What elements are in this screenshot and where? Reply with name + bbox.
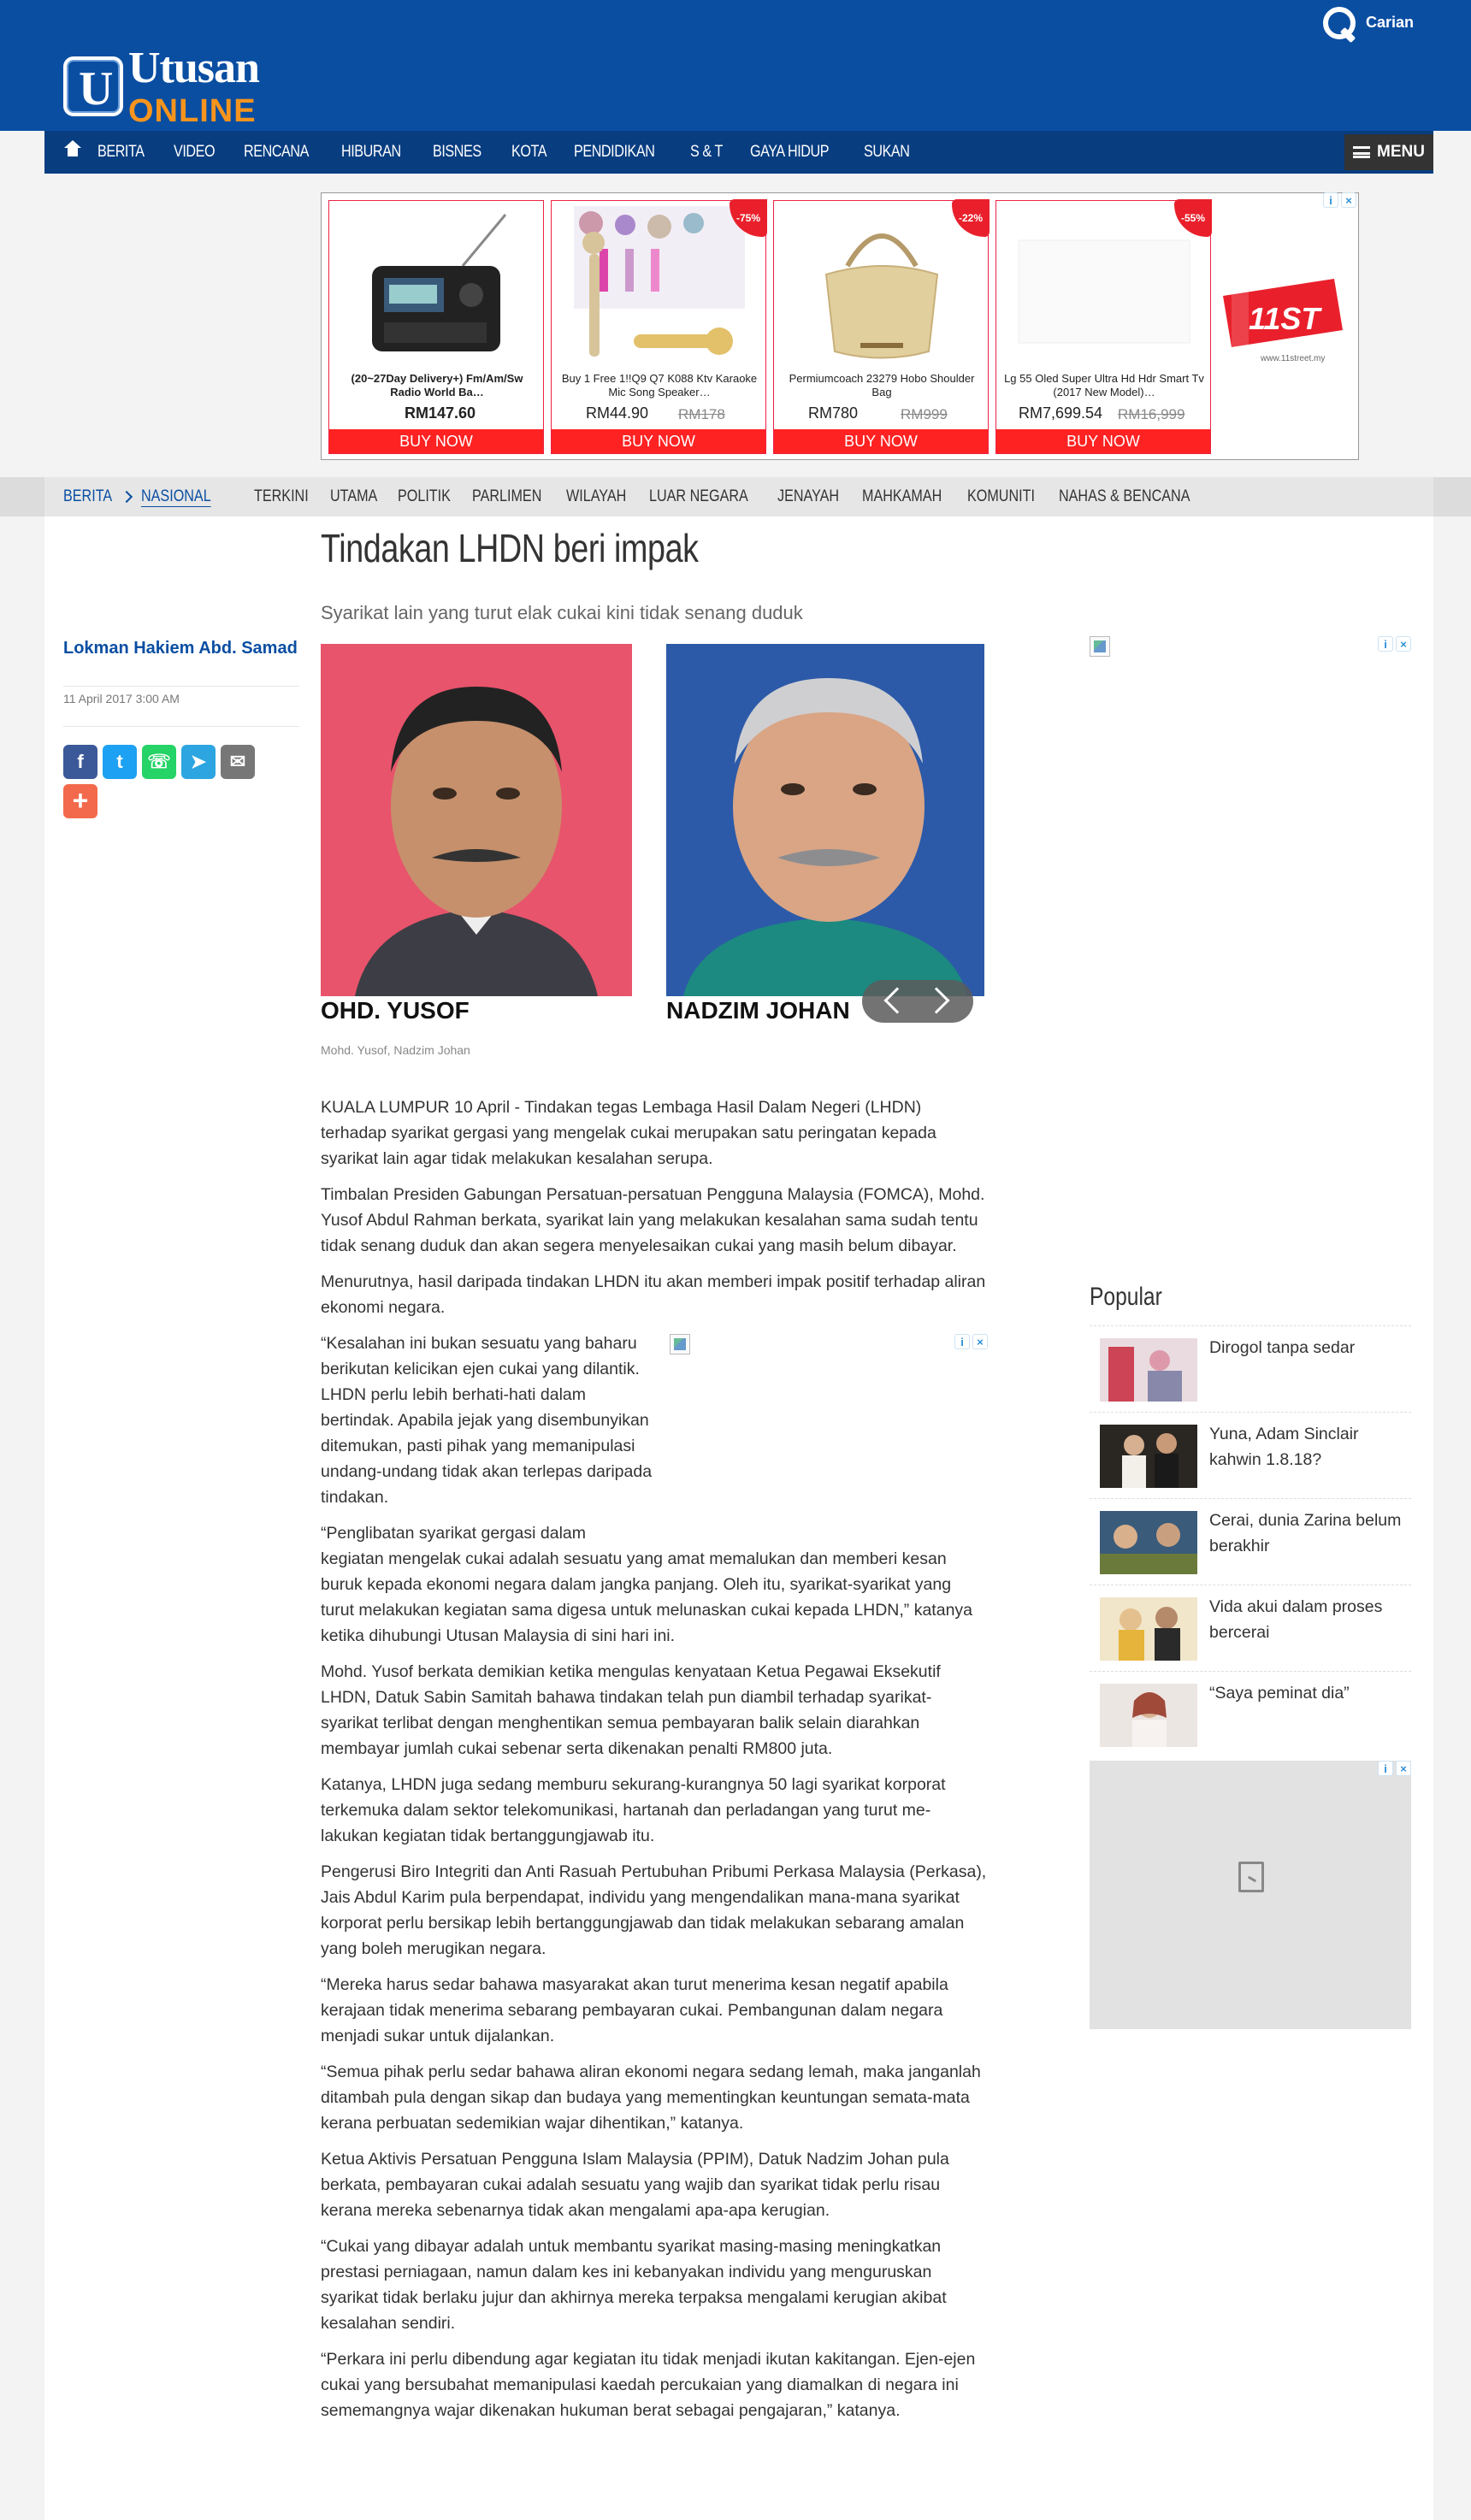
popular-item[interactable] — [1090, 1585, 1411, 1671]
article-paragraph: “Semua pihak perlu sedar bahawa aliran ekonomi negara sedang lemah, maka janganlah ditambah pula dengan sikap dan budaya yang mementingkan keuntungan semata-mata kerana perbuatan sedemikian wajar dihentikan,” katanya. — [321, 2063, 981, 2133]
popular-item[interactable] — [1090, 1671, 1411, 1757]
popular-thumbnail — [1100, 1597, 1197, 1661]
ad-product-price: RM44.90 — [586, 404, 649, 422]
article-paragraph: KUALA LUMPUR 10 April - Tindakan tegas Lembaga Hasil Dalam Negeri (LHDN) terhadap syarikat gergasi yang mengelak cukai merupakan satu peringatan kepada syarikat lain agar tidak melakukan kesalahan serupa. — [321, 1098, 936, 1168]
photo-nadzim-johan[interactable] — [666, 644, 984, 996]
nav-item-sains-teknologi[interactable]: S & T — [690, 143, 724, 161]
twitter-share-icon[interactable]: t — [103, 745, 137, 779]
article-paragraph: “Perkara ini perlu dibendung agar kegiatan itu tidak menjadi ikutan kakitangan. Ejen-ejen cukai yang bersubahat memanipulasi kaedah percukaian yang diamalkan di negara ini sememangnya wajar dikenakan hukuman berat sebagai pengajaran,” katanya. — [321, 2350, 976, 2420]
karaoke-mic-product-image — [557, 206, 760, 369]
popular-item-title[interactable]: “Saya peminat dia” — [1209, 1684, 1350, 1703]
sidebar-ad-placeholder[interactable] — [1090, 1761, 1411, 2029]
nav-item-sukan[interactable]: SUKAN — [864, 143, 910, 161]
broken-image-icon — [670, 1334, 690, 1354]
ad-product-card[interactable] — [995, 200, 1211, 454]
ad-close-icon[interactable]: × — [1396, 636, 1411, 652]
menu-button[interactable] — [1344, 134, 1433, 170]
article-subtitle: Syarikat lain yang turut elak cukai kini tidak senang duduk — [321, 602, 803, 623]
ad-choices[interactable] — [1368, 1761, 1411, 1778]
popular-thumbnail — [1100, 1338, 1197, 1402]
article-paragraph: “Mereka harus sedar bahawa masyarakat akan turut menerima kesan negatif apabila kerajaan tidak menerima sebarang pembayaran cukai. Pembangunan dalam negara menjadi sukar untuk dijalankan. — [321, 1975, 948, 2045]
photo-label-2: NADZIM JOHAN — [666, 997, 850, 1024]
ad-product-card[interactable] — [328, 200, 544, 454]
ad-info-icon[interactable]: i — [954, 1334, 970, 1349]
ad-info-icon[interactable]: i — [1323, 192, 1338, 208]
divider — [63, 686, 299, 687]
logo-text-utusan: Utusan — [128, 44, 259, 92]
inline-ad-slot[interactable] — [670, 1334, 988, 1524]
article-title: Tindakan LHDN beri impak — [321, 526, 699, 570]
main-nav — [44, 131, 1433, 174]
ad-product-old-price: RM178 — [678, 406, 725, 422]
popular-thumbnail — [1100, 1425, 1197, 1488]
top-ad-banner[interactable] — [321, 192, 1359, 460]
search-icon — [1321, 5, 1356, 39]
email-share-icon[interactable]: ✉ — [221, 745, 255, 779]
site-header — [0, 0, 1471, 131]
article-author[interactable]: Lokman Hakiem Abd. Samad — [63, 639, 298, 658]
article-paragraph: “Kesalahan ini bukan sesuatu yang baharu berikutan kelicikan ejen cukai yang dilantik. LHDN perlu lebih berhati-hati dalam bertindak. Apabila jejak yang disembunyikan ditemukan, pasti pihak yang memanipulasi undang-undang tidak akan terlepas daripada tindakan. — [321, 1334, 653, 1507]
popular-item[interactable] — [1090, 1325, 1411, 1412]
content-panel — [44, 516, 1433, 2520]
photo-mohd-yusof[interactable] — [321, 644, 632, 996]
ad-choices[interactable] — [1368, 636, 1411, 653]
site-logo[interactable] — [63, 44, 259, 129]
article-paragraph: Katanya, LHDN juga sedang memburu sekurang-kurangnya 50 lagi syarikat korporat terkemuka dalam sektor telekomunikasi, hartanah dan perladangan yang turut me-lakukan kegiatan tidak bertanggungjawab itu. — [321, 1775, 946, 1845]
article-body — [321, 1095, 988, 2434]
subnav-item-parlimen[interactable]: PARLIMEN — [472, 487, 542, 505]
nav-item-hiburan[interactable]: HIBURAN — [341, 143, 401, 161]
buy-now-button[interactable]: BUY NOW — [996, 429, 1210, 453]
chevron-right-icon[interactable] — [923, 987, 949, 1013]
subnav-item-komuniti[interactable]: KOMUNITI — [967, 487, 1036, 505]
article-date: 11 April 2017 3:00 AM — [63, 692, 180, 705]
ad-choices[interactable] — [1314, 192, 1356, 210]
article-paragraph: “Penglibatan syarikat gergasi dalam kegiatan mengelak cukai adalah sesuatu yang amat memalukan dan memberi kesan buruk kepada ekonomi negara dalam jangka panjang. Oleh itu, syarikat-syarikat yang turut melakukan kegiatan sama digesa untuk melunaskan cukai kepada LHDN,” katanya ketika dihubungi Utusan Malaysia di sini hari ini. — [321, 1524, 973, 1645]
broken-image-icon — [1090, 636, 1110, 657]
discount-badge: -75% — [730, 199, 767, 237]
ad-product-old-price: RM999 — [901, 406, 948, 422]
missing-content-icon — [1238, 1862, 1264, 1892]
home-icon[interactable] — [65, 145, 80, 159]
article-paragraph: “Cukai yang dibayar adalah untuk membantu syarikat masing-masing meningkatkan prestasi perniagaan, namun dalam kes ini kebanyakan individu yang menguruskan syarikat tidak berlaku jujur dan akhirnya mereka terpaksa mengalami kerugian akibat kesalahan sendiri. — [321, 2237, 947, 2333]
11street-logo[interactable] — [1214, 279, 1343, 373]
section-nav — [0, 477, 1471, 516]
ad-close-icon[interactable]: × — [1396, 1761, 1411, 1776]
article-paragraph: Ketua Aktivis Persatuan Pengguna Islam Malaysia (PPIM), Datuk Nadzim Johan pula berkata, pembayaran cukai adalah sesuatu yang wajib dan syarikat tidak perlu risau kerana mereka sebenarnya tidak akan mengalami apa-apa kerugian. — [321, 2150, 949, 2220]
breadcrumb-nasional[interactable]: NASIONAL — [141, 487, 211, 505]
hamburger-icon — [1353, 146, 1370, 158]
nav-item-pendidikan[interactable]: PENDIDIKAN — [574, 143, 655, 161]
portrait-image — [321, 644, 632, 996]
ad-info-icon[interactable]: i — [1378, 636, 1393, 652]
sidebar-ad-slot[interactable] — [1090, 636, 1411, 657]
subnav-item-wilayah[interactable]: WILAYAH — [565, 487, 627, 505]
subnav-item-jenayah[interactable]: JENAYAH — [777, 487, 839, 505]
ad-product-card[interactable] — [773, 200, 989, 454]
facebook-share-icon[interactable]: f — [63, 745, 97, 779]
article-paragraph: Timbalan Presiden Gabungan Persatuan-persatuan Pengguna Malaysia (FOMCA), Mohd. Yusof Abdul Rahman berkata, syarikat lain yang melakukan kesalahan sama sudah tentu tidak senang duduk dan akan segera menyelesaikan cukai yang masih belum dibayar. — [321, 1185, 985, 1255]
radio-product-image — [334, 206, 538, 369]
more-share-icon[interactable]: + — [63, 784, 97, 818]
popular-thumbnail — [1100, 1684, 1197, 1747]
divider — [63, 726, 299, 727]
photo-label-1: OHD. YUSOF — [321, 997, 470, 1024]
ad-product-card[interactable] — [551, 200, 766, 454]
ad-close-icon[interactable]: × — [972, 1334, 988, 1349]
portrait-image — [666, 644, 984, 996]
popular-thumbnail — [1100, 1511, 1197, 1574]
11street-url: www.11street.my — [1261, 354, 1326, 363]
subnav-item-mahkamah[interactable]: MAHKAMAH — [861, 487, 942, 505]
popular-item-title[interactable]: Dirogol tanpa sedar — [1209, 1338, 1356, 1357]
ad-product-name: Buy 1 Free 1!!Q9 Q7 K088 Ktv Karaoke Mic Song Speaker… — [561, 372, 758, 398]
popular-item[interactable] — [1090, 1412, 1411, 1498]
ad-product-name: Lg 55 Oled Super Ultra Hd Hdr Smart Tv (2017 New Model)… — [1004, 372, 1204, 398]
popular-heading: Popular — [1090, 1283, 1162, 1311]
11street-logo-text: 11ST — [1249, 301, 1320, 336]
search-label: Carian — [1366, 13, 1415, 31]
photo-slider-controls — [862, 980, 973, 1023]
nav-item-bisnes[interactable]: BISNES — [433, 143, 481, 161]
ad-product-name: (20~27Day Delivery+) Fm/Am/Sw Radio World Ba… — [351, 372, 523, 398]
photo-caption: Mohd. Yusof, Nadzim Johan — [321, 1043, 470, 1057]
ad-close-icon[interactable]: × — [1341, 192, 1356, 208]
ad-product-price: RM780 — [808, 404, 859, 422]
popular-item[interactable] — [1090, 1498, 1411, 1585]
ad-product-price: RM147.60 — [405, 404, 476, 422]
subnav-item-nahas-bencana[interactable]: NAHAS & BENCANA — [1059, 487, 1190, 505]
nav-item-kota[interactable]: KOTA — [511, 143, 547, 161]
buy-now-button[interactable]: BUY NOW — [774, 429, 988, 453]
ad-product-price: RM7,699.54 — [1019, 404, 1103, 422]
subnav-item-utama[interactable]: UTAMA — [330, 487, 378, 505]
nav-item-berita[interactable]: BERITA — [97, 143, 145, 161]
buy-now-button[interactable]: BUY NOW — [329, 429, 543, 453]
menu-label: MENU — [1377, 143, 1425, 161]
buy-now-button[interactable]: BUY NOW — [552, 429, 765, 453]
ad-info-icon[interactable]: i — [1378, 1761, 1393, 1776]
whatsapp-share-icon[interactable]: ☏ — [142, 745, 176, 779]
popular-item-title[interactable]: Vida akui dalam proses bercerai — [1209, 1597, 1383, 1642]
popular-item-title[interactable]: Yuna, Adam Sinclair kahwin 1.8.18? — [1209, 1425, 1359, 1469]
ad-product-name: Permiumcoach 23279 Hobo Shoulder Bag — [789, 372, 975, 398]
article-paragraph: Pengerusi Biro Integriti dan Anti Rasuah Pertubuhan Pribumi Perkasa Malaysia (Perkasa), Jais Abdul Karim pula berpendapat, individu yang mengendalikan mana-mana syarikat korporat perlu bersikap lebih bertanggungjawab dan tidak melakukan sebarang amalan yang boleh merugikan negara. — [321, 1862, 987, 1958]
logo-mark-icon — [63, 56, 123, 116]
chevron-left-icon[interactable] — [883, 987, 910, 1013]
nav-item-video[interactable]: VIDEO — [174, 143, 216, 161]
popular-list — [1090, 1325, 1411, 1757]
logo-text-online: ONLINE — [128, 93, 257, 129]
nav-item-rencana[interactable]: RENCANA — [243, 143, 309, 161]
subnav-item-luar-negara[interactable]: LUAR NEGARA — [648, 487, 748, 505]
article-paragraph: Menurutnya, hasil daripada tindakan LHDN itu akan memberi impak positif terhadap aliran ekonomi negara. — [321, 1272, 986, 1317]
nav-item-gaya-hidup[interactable]: GAYA HIDUP — [750, 143, 830, 161]
handbag-product-image — [779, 206, 983, 369]
discount-badge: -22% — [952, 199, 990, 237]
article-paragraph: Mohd. Yusof berkata demikian ketika mengulas kenyataan Ketua Pegawai Eksekutif LHDN, Datuk Sabin Samitah bahawa tindakan telah pun diambil terhadap syarikat-syarikat terlibat dengan menghentikan semua pembayaran balik selain diarahkan membayar jumlah cukai sebenar serta dikenakan penalti RM800 juta. — [321, 1662, 941, 1758]
television-product-image — [1001, 206, 1205, 369]
ad-product-old-price: RM16,999 — [1118, 406, 1185, 422]
discount-badge: -55% — [1174, 199, 1212, 237]
ad-choices[interactable] — [945, 1334, 988, 1351]
subnav-item-politik[interactable]: POLITIK — [398, 487, 452, 505]
share-buttons — [63, 745, 255, 779]
popular-item-title[interactable]: Cerai, dunia Zarina belum berakhir — [1209, 1511, 1402, 1555]
chevron-right-icon — [121, 491, 133, 503]
telegram-share-icon[interactable]: ➤ — [181, 745, 216, 779]
search-button[interactable] — [1321, 5, 1414, 39]
breadcrumb-berita[interactable]: BERITA — [63, 487, 113, 505]
subnav-item-terkini[interactable]: TERKINI — [254, 487, 310, 505]
